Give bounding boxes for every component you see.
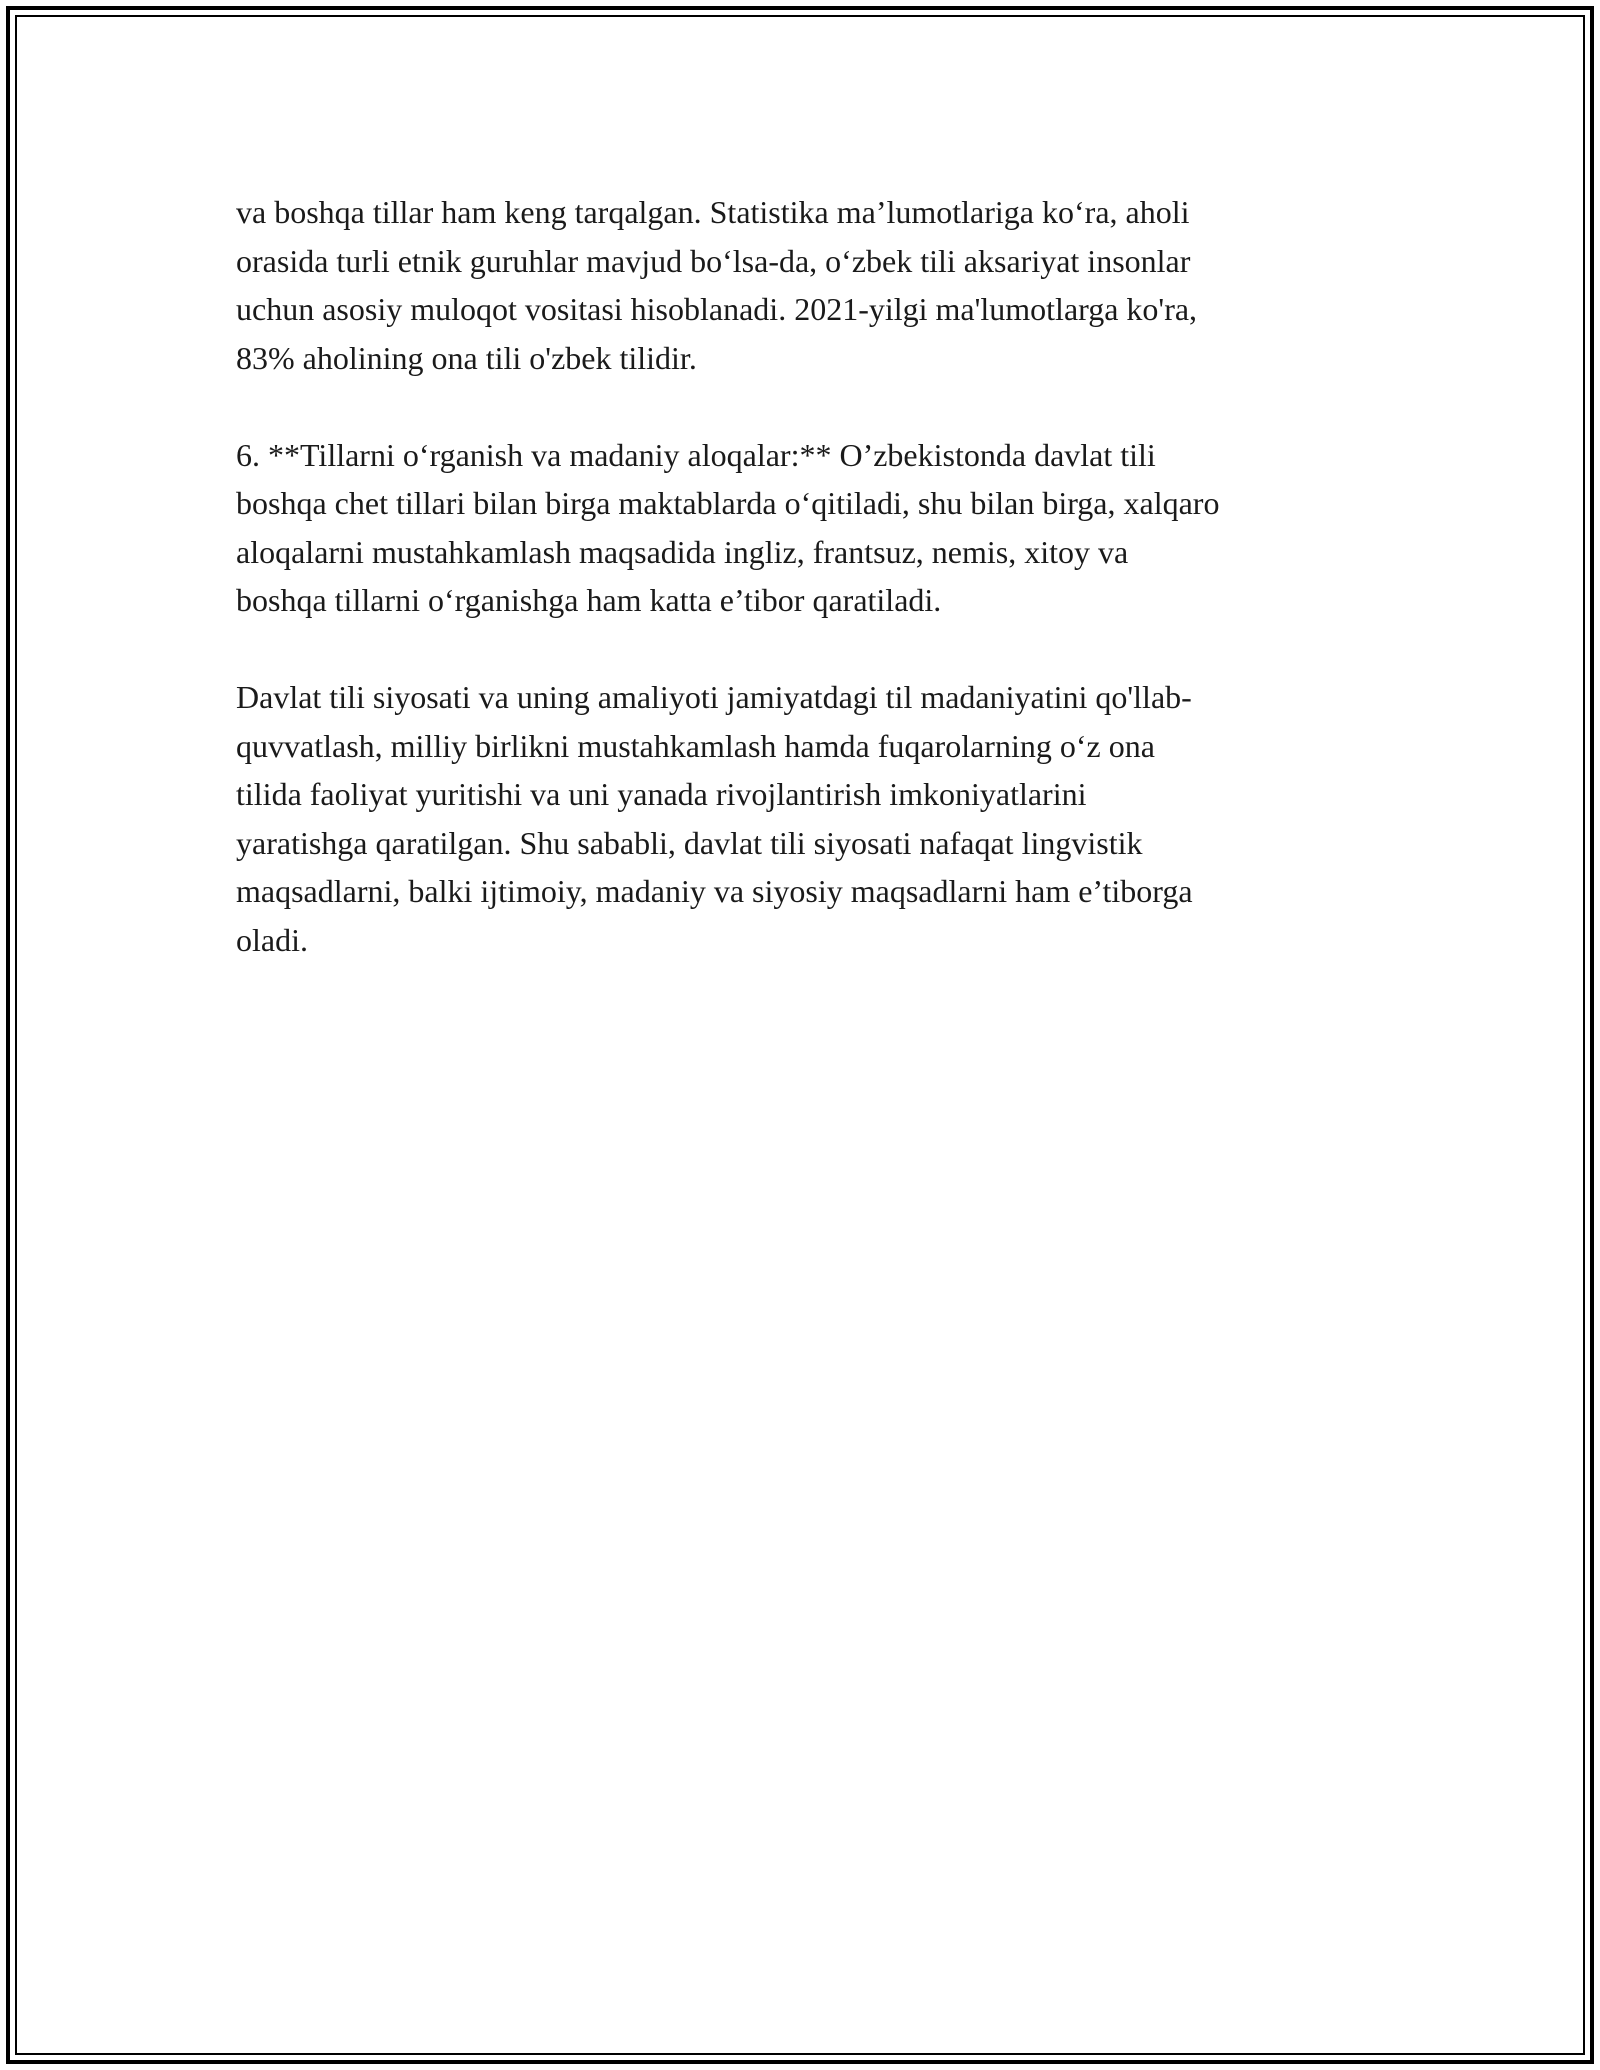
text-line: Davlat tili siyosati va uning amaliyoti jamiyatdagi til madaniyatini qo'llab- xyxy=(236,679,1192,715)
text-line: 6. **Tillarni o‘rganish va madaniy aloqalar:** O’zbekistonda davlat tili xyxy=(236,436,1156,473)
text-line: yaratishga qaratilgan. Shu sababli, davlat tili siyosati nafaqat lingvistik xyxy=(236,824,1143,861)
text-line: uchun asosiy muloqot vositasi hisoblanadi. 2021-yilgi ma'lumotlarga ko'ra, xyxy=(236,291,1198,327)
text-line: boshqa chet tillari bilan birga maktablarda o‘qitiladi, shu bilan birga, xalqaro xyxy=(236,485,1220,521)
document-body xyxy=(236,188,1376,1013)
text-line: quvvatlash, milliy birlikni mustahkamlash hamda fuqarolarning o‘z ona xyxy=(236,727,1155,764)
text-line: 83% aholining ona tili o'zbek tilidir. xyxy=(236,339,697,376)
text-line: aloqalarni mustahkamlash maqsadida ingliz, frantsuz, nemis, xitoy va xyxy=(236,533,1129,570)
paragraph-statistics xyxy=(236,188,1376,382)
text-line: boshqa tillarni o‘rganishga ham katta e’tibor qaratiladi. xyxy=(236,582,942,618)
text-line: oladi. xyxy=(236,921,308,958)
text-line: va boshqa tillar ham keng tarqalgan. Statistika ma’lumotlariga ko‘ra, aholi xyxy=(236,194,1190,230)
paragraph-conclusion xyxy=(236,673,1376,964)
text-line: tilida faoliyat yuritishi va uni yanada rivojlantirish imkoniyatlarini xyxy=(236,776,1087,812)
text-line: maqsadlarni, balki ijtimoiy, madaniy va siyosiy maqsadlarni ham e’tiborga xyxy=(236,873,1193,909)
text-line: orasida turli etnik guruhlar mavjud bo‘lsa-da, o‘zbek tili aksariyat insonlar xyxy=(236,242,1191,279)
paragraph-language-learning xyxy=(236,431,1376,625)
